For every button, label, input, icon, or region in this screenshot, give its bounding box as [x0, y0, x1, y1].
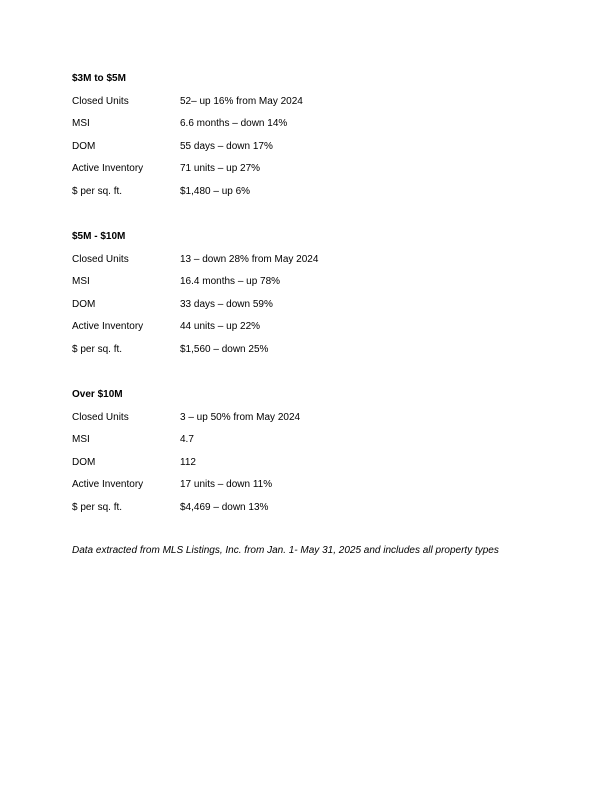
stat-row-dom [72, 140, 552, 154]
stat-row-price-per-sqft [72, 501, 552, 515]
stat-value: 52– up 16% from May 2024 [180, 95, 303, 107]
stat-value: 55 days – down 17% [180, 140, 273, 152]
stat-label: DOM [72, 298, 96, 310]
stat-row-dom [72, 456, 552, 470]
section-3m-to-5m [72, 72, 552, 208]
stat-value: $1,480 – up 6% [180, 185, 251, 197]
stat-value: $4,469 – down 13% [180, 501, 269, 513]
stat-label: Closed Units [72, 95, 129, 107]
stat-label: $ per sq. ft. [72, 343, 123, 355]
stat-row-closed-units [72, 95, 552, 109]
section-over-10m [72, 388, 552, 524]
source-footnote: Data extracted from MLS Listings, Inc. from Jan. 1- May 31, 2025 and includes all property types [72, 545, 499, 556]
stat-value: 6.6 months – down 14% [180, 118, 288, 130]
stat-label: MSI [72, 276, 90, 288]
stat-row-closed-units [72, 411, 552, 425]
stat-value: 4.7 [180, 434, 194, 446]
stat-value: 13 – down 28% from May 2024 [180, 253, 319, 265]
stat-row-active-inventory [72, 320, 552, 334]
stat-value: 3 – up 50% from May 2024 [180, 411, 301, 423]
stat-label: MSI [72, 434, 90, 446]
stat-value: 44 units – up 22% [180, 321, 261, 333]
section-heading: $3M to $5M [72, 73, 126, 84]
stat-row-msi [72, 117, 552, 131]
stat-label: Closed Units [72, 253, 129, 265]
stat-row-closed-units [72, 253, 552, 267]
stat-row-msi [72, 433, 552, 447]
stat-value: 71 units – up 27% [180, 163, 261, 175]
stat-row-active-inventory [72, 478, 552, 492]
stat-value: 16.4 months – up 78% [180, 276, 281, 288]
stat-label: Active Inventory [72, 479, 144, 491]
stat-row-active-inventory [72, 162, 552, 176]
stat-label: $ per sq. ft. [72, 501, 123, 513]
section-heading: $5M - $10M [72, 231, 126, 242]
stat-label: $ per sq. ft. [72, 185, 123, 197]
stat-row-dom [72, 298, 552, 312]
stat-value: 33 days – down 59% [180, 298, 273, 310]
stat-label: MSI [72, 118, 90, 130]
section-heading: Over $10M [72, 389, 123, 400]
section-5m-to-10m [72, 230, 552, 366]
stat-row-price-per-sqft [72, 343, 552, 357]
stat-value: $1,560 – down 25% [180, 343, 269, 355]
stat-row-msi [72, 275, 552, 289]
stat-value: 112 [180, 456, 196, 468]
stat-label: Active Inventory [72, 163, 144, 175]
stat-value: 17 units – down 11% [180, 479, 273, 491]
stat-label: Closed Units [72, 411, 129, 423]
stat-row-price-per-sqft [72, 185, 552, 199]
stat-label: DOM [72, 140, 96, 152]
stat-label: Active Inventory [72, 321, 144, 333]
stat-label: DOM [72, 456, 96, 468]
